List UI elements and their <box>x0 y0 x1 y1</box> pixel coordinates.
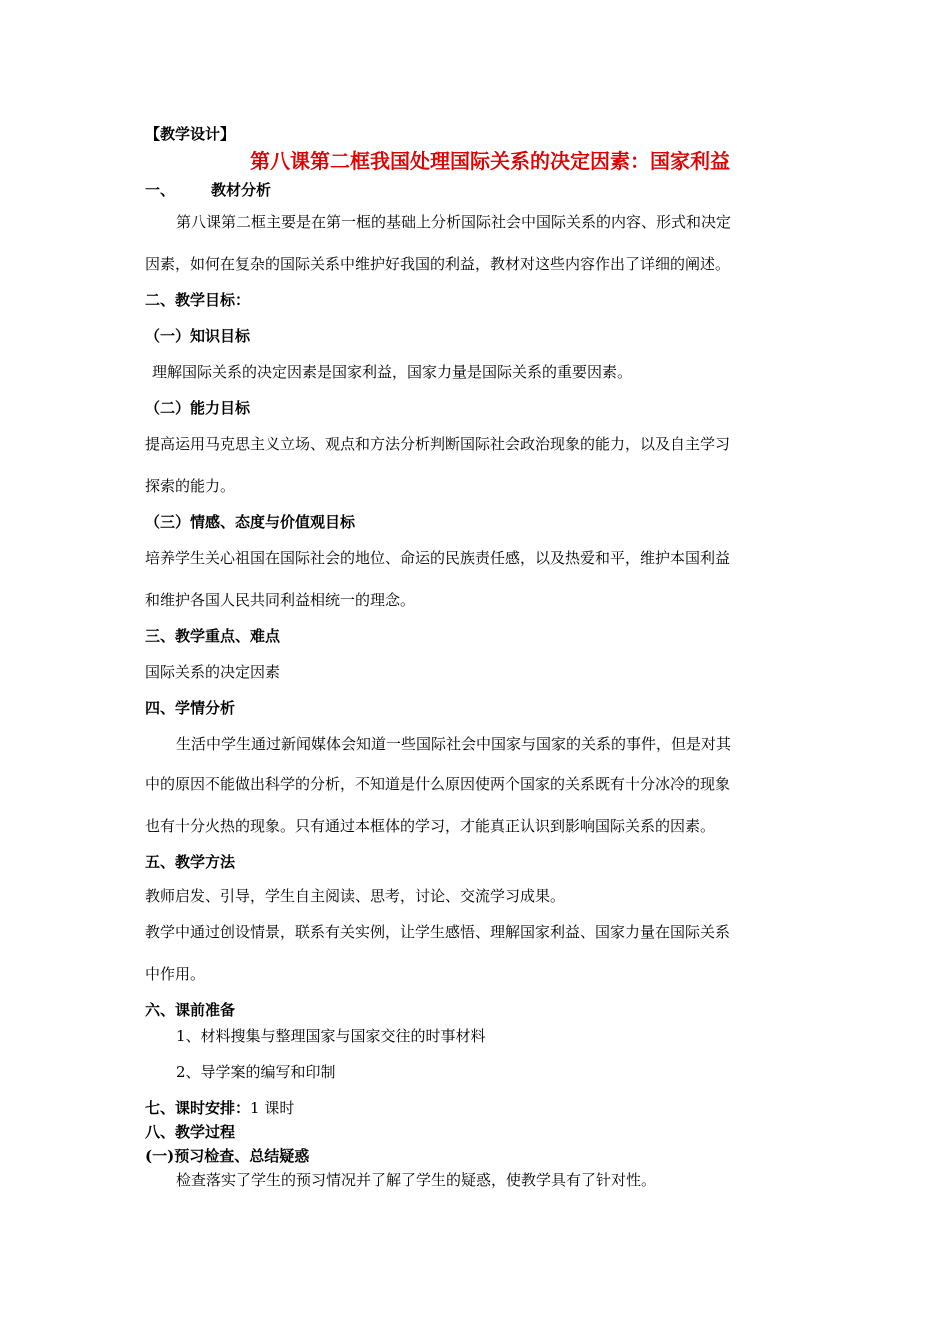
section-6-heading: 六、课前准备 <box>145 1001 236 1019</box>
list-item: 2、导学案的编写和印制 <box>176 1063 336 1081</box>
paragraph-line: 生活中学生通过新闻媒体会知道一些国际社会中国家与国家的关系的事件，但是对其 <box>176 735 732 753</box>
paragraph-line: 第八课第二框主要是在第一框的基础上分析国际社会中国际关系的内容、形式和决定 <box>176 213 732 231</box>
paragraph-line: 中的原因不能做出科学的分析，不知道是什么原因使两个国家的关系既有十分冰冷的现象 <box>145 775 731 793</box>
paragraph-line: 教学中通过创设情景，联系有关实例，让学生感悟、理解国家利益、国家力量在国际关系 <box>145 923 731 941</box>
section-8-heading: 八、教学过程 <box>145 1123 236 1141</box>
paragraph-line: 理解国际关系的决定因素是国家利益，国家力量是国际关系的重要因素。 <box>152 363 633 381</box>
paragraph-line: 因素，如何在复杂的国际关系中维护好我国的利益，教材对这些内容作出了详细的阐述。 <box>145 255 731 273</box>
subsection-ability-heading: （二）能力目标 <box>145 399 251 417</box>
section-1-number: 一、 <box>145 181 176 199</box>
subsection-emotion-heading: （三）情感、态度与价值观目标 <box>145 513 356 531</box>
list-item: 1、材料搜集与整理国家与国家交往的时事材料 <box>176 1027 486 1045</box>
doc-tag: 【教学设计】 <box>145 125 236 143</box>
section-5-heading: 五、教学方法 <box>145 853 236 871</box>
subsection-preview-heading: (一)预习检查、总结疑惑 <box>145 1147 310 1165</box>
section-2-heading: 二、教学目标： <box>145 291 251 309</box>
section-7-value: 1 课时 <box>250 1099 295 1117</box>
paragraph-line: 探索的能力。 <box>145 477 236 495</box>
paragraph-line: 国际关系的决定因素 <box>145 663 281 681</box>
paragraph-line: 和维护各国人民共同利益相统一的理念。 <box>145 591 416 609</box>
section-7-heading <box>145 1098 294 1118</box>
paragraph-line: 培养学生关心祖国在国际社会的地位、命运的民族责任感，以及热爱和平，维护本国利益 <box>145 549 731 567</box>
doc-title: 第八课第二框我国处理国际关系的决定因素：国家利益 <box>250 149 730 173</box>
section-3-heading: 三、教学重点、难点 <box>145 627 281 645</box>
section-7-label: 七、课时安排： <box>145 1099 251 1117</box>
section-4-heading: 四、学情分析 <box>145 699 236 717</box>
paragraph-line: 教师启发、引导，学生自主阅读、思考，讨论、交流学习成果。 <box>145 887 566 905</box>
section-1-title: 教材分析 <box>211 181 272 199</box>
paragraph-line: 提高运用马克思主义立场、观点和方法分析判断国际社会政治现象的能力，以及自主学习 <box>145 435 731 453</box>
paragraph-line: 也有十分火热的现象。只有通过本框体的学习，才能真正认识到影响国际关系的因素。 <box>145 817 716 835</box>
paragraph-line: 中作用。 <box>145 965 206 983</box>
section-1-heading <box>145 180 271 200</box>
subsection-knowledge-heading: （一）知识目标 <box>145 327 251 345</box>
paragraph-line: 检查落实了学生的预习情况并了解了学生的疑惑，使教学具有了针对性。 <box>176 1171 657 1189</box>
